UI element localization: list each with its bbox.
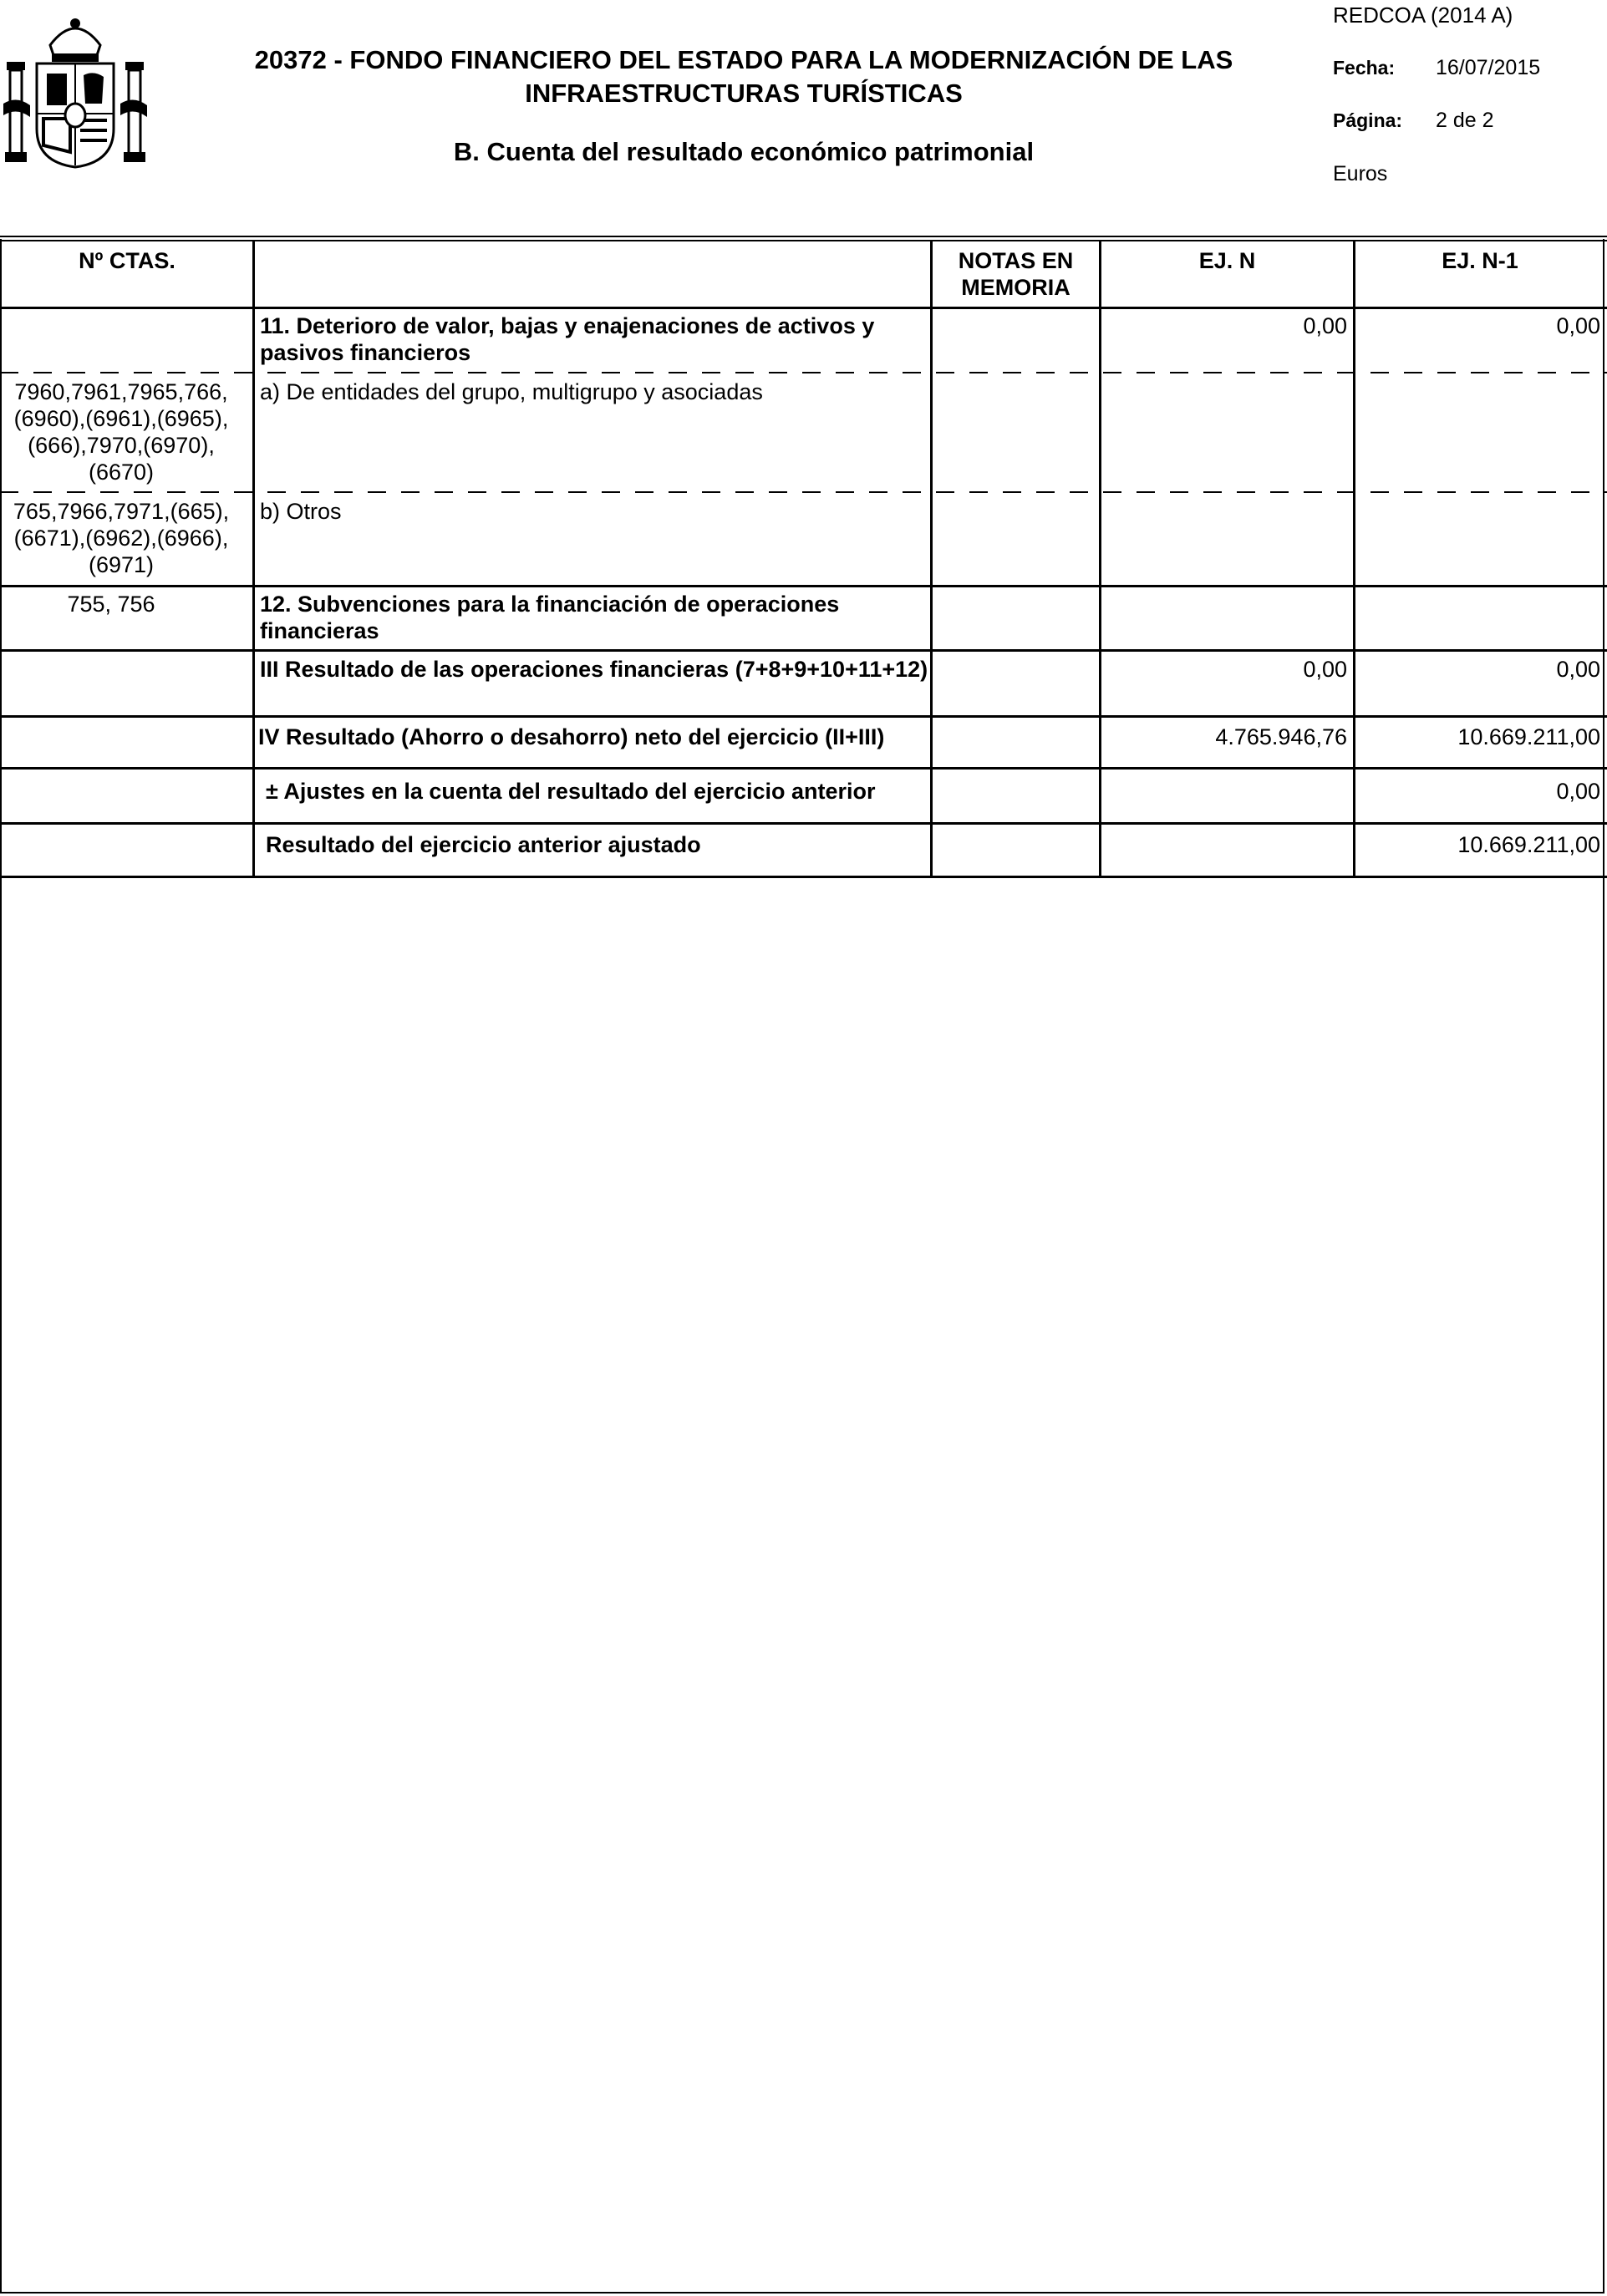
row-value-year-n1: 0,00: [1556, 313, 1600, 338]
header-divider: [0, 236, 1607, 237]
row-description: III Resultado de las operaciones financieras (7+8+9+10+11+12): [260, 657, 928, 682]
currency-label: Euros: [1333, 162, 1388, 185]
column-divider: [252, 240, 255, 878]
document-title-line-1: 20372 - FONDO FINANCIERO DEL ESTADO PARA LA MODERNIZACIÓN DE LAS: [254, 45, 1233, 74]
row-divider: [0, 822, 1607, 825]
row-description: 12. Subvenciones para la financiación de operaciones financieras: [260, 592, 840, 643]
report-code: REDCOA (2014 A): [1333, 3, 1513, 28]
row-divider: [0, 767, 1607, 770]
column-divider: [930, 240, 933, 878]
row-description: Resultado del ejercicio anterior ajustado: [266, 832, 701, 857]
column-header-notes: NOTAS EN MEMORIA: [958, 248, 1074, 300]
date-label: Fecha:: [1333, 57, 1396, 79]
row-value-year-n: 0,00: [1303, 313, 1347, 338]
row-value-year-n: 0,00: [1303, 657, 1347, 682]
date-value: 16/07/2015: [1436, 56, 1541, 79]
row-description: a) De entidades del grupo, multigrupo y asociadas: [260, 379, 763, 404]
row-divider: [0, 876, 1607, 878]
document-title-line-2: INFRAESTRUCTURAS TURÍSTICAS: [525, 79, 963, 108]
page-label: Página:: [1333, 109, 1403, 131]
row-divider: [0, 585, 1607, 587]
row-description: 11. Deterioro de valor, bajas y enajenaciones de activos y pasivos financieros: [260, 313, 875, 365]
row-description: IV Resultado (Ahorro o desahorro) neto del ejercicio (II+III): [258, 724, 885, 749]
row-accounts: 765,7966,7971,(665), (6671),(6962),(6966), (6971): [13, 499, 230, 577]
row-value-year-n1: 0,00: [1556, 779, 1600, 804]
column-header-year-n: EJ. N: [1198, 248, 1256, 273]
row-value-year-n1: 0,00: [1556, 657, 1600, 682]
row-divider: [0, 649, 1607, 652]
row-value-year-n1: 10.669.211,00: [1457, 832, 1600, 857]
spain-coat-of-arms-icon: [0, 12, 150, 170]
page-number: 2 de 2: [1436, 109, 1494, 132]
row-value-year-n1: 10.669.211,00: [1457, 724, 1600, 749]
row-description: ± Ajustes en la cuenta del resultado del ejercicio anterior: [266, 779, 876, 804]
dashed-row-divider: [0, 372, 1607, 373]
row-description: b) Otros: [260, 499, 342, 524]
header-row-divider: [0, 307, 1607, 309]
row-value-year-n: 4.765.946,76: [1215, 724, 1347, 749]
row-accounts: 755, 756: [67, 592, 155, 617]
row-accounts: 7960,7961,7965,766, (6960),(6961),(6965), (666),7970,(6970), (6670): [13, 379, 229, 485]
document-title: [209, 43, 1279, 110]
document-subtitle: B. Cuenta del resultado económico patrimonial: [453, 137, 1035, 166]
column-header-year-n1: EJ. N-1: [1442, 248, 1518, 273]
dashed-row-divider: [0, 491, 1607, 493]
row-divider: [0, 715, 1607, 718]
column-header-accounts: Nº CTAS.: [79, 248, 175, 273]
